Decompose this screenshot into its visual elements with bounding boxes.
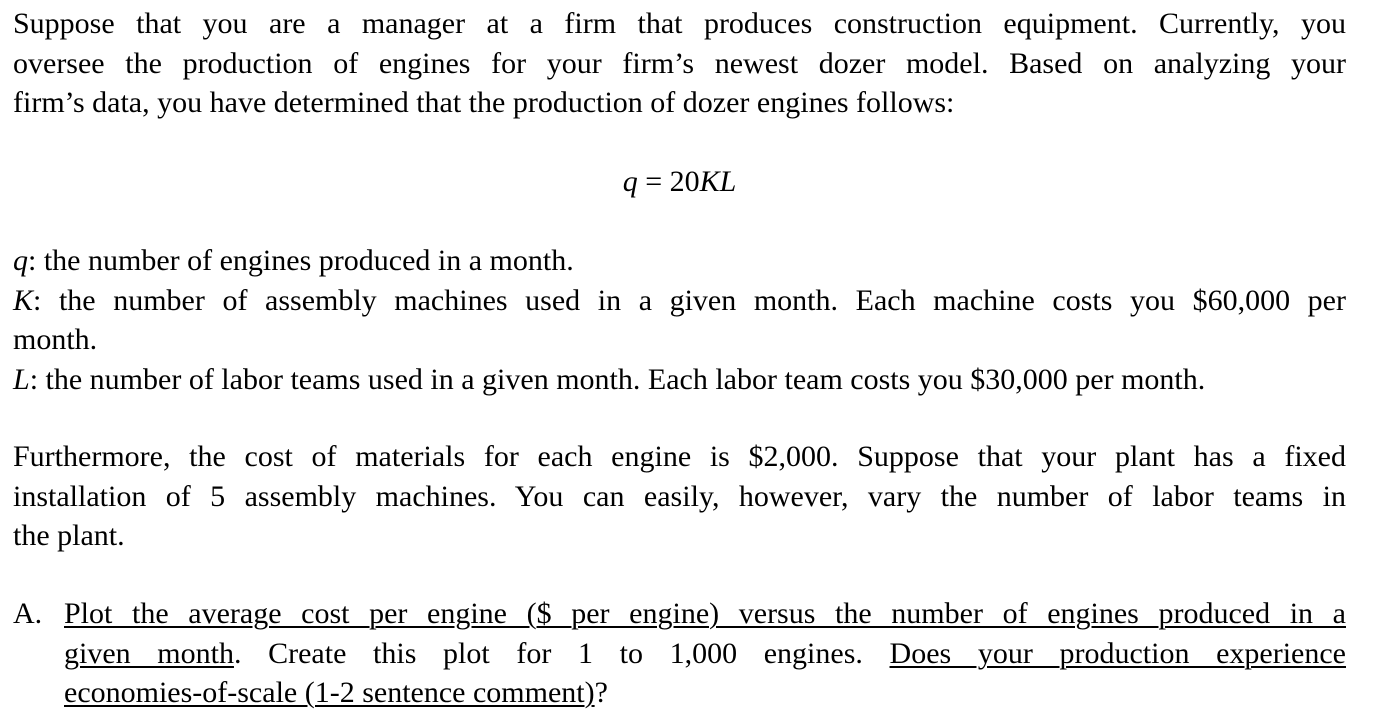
materials-paragraph xyxy=(13,437,1346,556)
definition-k-symbol: K xyxy=(13,283,34,317)
question-a-underline-4: economies-of-scale (1-2 sentence comment) xyxy=(64,676,595,709)
definition-k-line-1 xyxy=(13,281,1346,321)
intro-paragraph xyxy=(13,4,1346,123)
question-a-body xyxy=(64,594,1346,713)
definition-l-symbol: L xyxy=(13,362,30,396)
equation-operator: = 20 xyxy=(637,165,700,198)
question-a-end: ? xyxy=(594,676,608,709)
production-function-equation xyxy=(13,162,1346,202)
question-a-mid-text: . Create this plot for 1 to 1,000 engines. xyxy=(233,636,890,670)
definition-l-text: : the number of labor teams used in a given month. Each labor team costs you $30,000 per month. xyxy=(29,362,1206,396)
materials-line-1: Furthermore, the cost of materials for each engine is $2,000. Suppose that your plant has a fixed xyxy=(13,440,1346,473)
equation-rhs: KL xyxy=(699,165,737,198)
question-a-line-3 xyxy=(64,673,1346,713)
intro-line-3: firm’s data, you have determined that the production of dozer engines follows: xyxy=(13,86,955,119)
definition-l xyxy=(13,360,1346,400)
materials-line-2: installation of 5 assembly machines. You can easily, however, vary the number of labor teams in xyxy=(13,479,1346,513)
variable-definitions xyxy=(13,241,1346,399)
question-a-line-1 xyxy=(64,594,1346,634)
question-a-label: A. xyxy=(13,597,43,630)
question-a-underline-1: Plot the average cost per engine ($ per engine) versus the number of engines produced in a xyxy=(64,597,1346,630)
intro-line-2: oversee the production of engines for your firm’s newest dozer model. Based on analyzing your xyxy=(13,46,1346,80)
question-a xyxy=(13,594,1346,713)
equation-lhs: q xyxy=(622,165,638,198)
question-a-underline-3: Does your production experience xyxy=(889,636,1346,670)
intro-line-1: Suppose that you are a manager at a firm that produces construction equipment. Currently, you xyxy=(13,7,1346,40)
question-a-underline-2: given month xyxy=(64,636,234,670)
definition-k-text: : the number of assembly machines used in a given month. Each machine costs you $60,000 per xyxy=(33,283,1346,317)
materials-line-3: the plant. xyxy=(13,519,125,552)
definition-q-symbol: q xyxy=(13,244,28,277)
definition-q-text: : the number of engines produced in a month. xyxy=(28,244,574,277)
question-a-line-2 xyxy=(64,634,1346,674)
definition-k-line-2: month. xyxy=(13,323,98,356)
definition-q xyxy=(13,241,1346,281)
